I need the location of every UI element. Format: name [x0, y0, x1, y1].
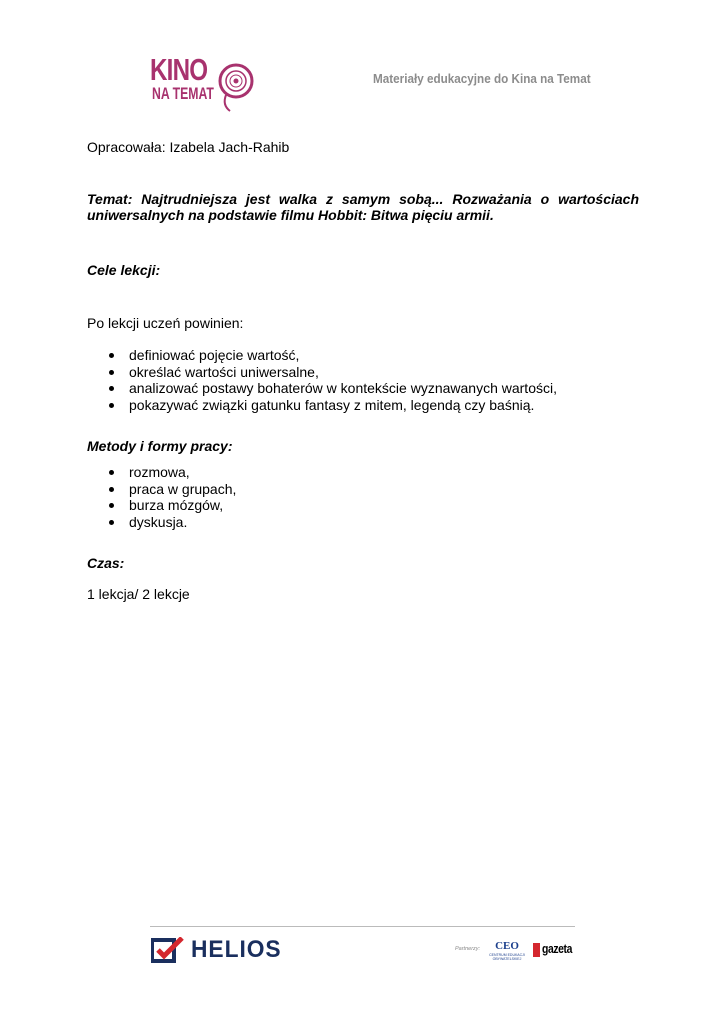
logo-natemat-text: NA TEMAT [152, 84, 214, 103]
list-item: określać wartości uniwersalne, [107, 364, 557, 381]
list-item: burza mózgów, [107, 497, 236, 514]
list-item: definiować pojęcie wartość, [107, 347, 557, 364]
partners-label: Partnerzy: [455, 946, 481, 952]
methods-list [107, 464, 236, 530]
helios-logo [151, 937, 291, 963]
time-heading: Czas: [87, 555, 125, 571]
list-item: analizować postawy bohaterów w kontekście wyznawanych wartości, [107, 380, 557, 397]
list-item: rozmowa, [107, 464, 236, 481]
logo-kino-text: KINO [150, 52, 208, 87]
film-reel-icon [218, 57, 258, 113]
lesson-topic: Temat: Najtrudniejsza jest walka z samym sobą... Rozważania o wartościach uniwersalnych na podstawie filmu Hobbit: Bitwa pięciu armii. [87, 191, 639, 223]
methods-heading: Metody i formy pracy: [87, 438, 233, 454]
list-item: praca w grupach, [107, 481, 236, 498]
ceo-logo-subtext: CENTRUM EDUKACJI OBYWATELSKIEJ [489, 953, 525, 961]
ceo-logo [489, 940, 525, 962]
list-item: pokazywać związki gatunku fantasy z mitem, legendą czy baśnią. [107, 397, 557, 414]
goals-heading: Cele lekcji: [87, 262, 161, 278]
time-value: 1 lekcja/ 2 lekcje [87, 586, 190, 602]
gazeta-logo-text: gazeta [542, 941, 572, 956]
gazeta-logo [533, 941, 578, 961]
helios-text: HELIOS [191, 936, 282, 963]
helios-check-icon [151, 937, 185, 963]
ceo-logo-text: CEO [495, 940, 519, 952]
footer-divider [150, 926, 575, 927]
goals-intro: Po lekcji uczeń powinien: [87, 315, 244, 331]
gazeta-mark-icon [533, 943, 540, 957]
list-item: dyskusja. [107, 514, 236, 531]
header-tagline: Materiały edukacyjne do Kina na Temat [373, 71, 591, 86]
goals-list [107, 347, 557, 413]
kino-na-temat-logo [150, 52, 260, 115]
author-line: Opracowała: Izabela Jach-Rahib [87, 139, 290, 155]
